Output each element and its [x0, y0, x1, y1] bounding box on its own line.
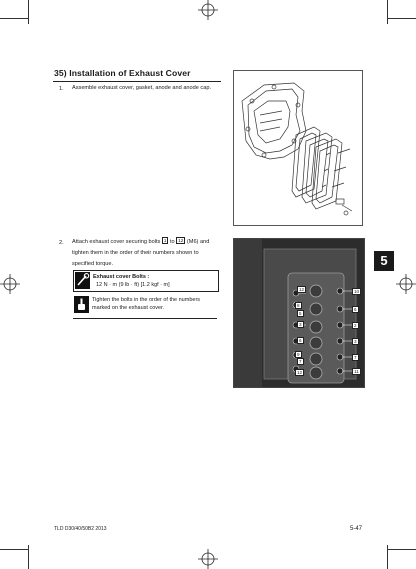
bolt-number-first: 1: [163, 238, 167, 243]
torque-value: 12 N · m (9 lb · ft) [1.2 kgf · m]: [96, 282, 170, 288]
note-underline: [73, 318, 217, 319]
crop-mark: [28, 0, 29, 24]
exhaust-cover-drawing: [234, 71, 362, 225]
registration-mark-left: [0, 274, 20, 294]
crop-mark: [387, 545, 388, 569]
crop-mark: [0, 549, 28, 550]
crop-mark: [28, 545, 29, 569]
torque-title: Exhaust cover Bolts :: [93, 274, 150, 280]
footer-doc-id: TLD D30/40/50B2 2013: [54, 526, 107, 532]
bolt-label-right: 3: [354, 339, 357, 344]
step-2-text: [72, 237, 218, 270]
wrench-icon: [75, 272, 90, 289]
registration-mark-top: [198, 0, 218, 20]
section-title: 35) Installation of Exhaust Cover: [54, 68, 191, 78]
torque-spec-box: [73, 270, 219, 292]
step-2-line-1: Attach exhaust cover securing bolts 1 to 12 (M6) and: [72, 238, 210, 245]
chapter-tab: 5: [374, 251, 394, 271]
bolt-label-left: 7: [299, 359, 302, 364]
bolt-label-right: 2: [354, 323, 357, 328]
note-line-1: Tighten the bolts in the order of the numbers: [92, 297, 201, 303]
bolt-label-left: 9: [297, 352, 300, 357]
bolt-label-left: 8: [297, 303, 300, 308]
step-2-line-3: specified torque.: [72, 261, 114, 267]
bolt-label-left: 6: [299, 338, 302, 343]
crop-mark: [388, 549, 416, 550]
step-1-text: Assemble exhaust cover, gasket, anode and anode cap.: [72, 85, 212, 91]
bolt-label-right: 10: [354, 289, 360, 294]
bolt-label-left: 5: [299, 311, 302, 316]
title-underline: [53, 81, 221, 82]
bolt-number-last: 12: [178, 238, 184, 243]
bolt-label-right: 11: [354, 369, 359, 374]
bolt-label-left: 12: [299, 287, 305, 292]
step-2-line-2: tighten them in the order of their numbers shown to: [72, 250, 199, 256]
bolt-label-right: 7: [354, 355, 357, 360]
step-1-number: 1.: [59, 86, 64, 92]
step-2-number: 2.: [59, 240, 64, 246]
crop-mark: [388, 18, 416, 19]
exhaust-cover-photo: [233, 238, 365, 388]
bolt-label-right: 6: [354, 307, 357, 312]
hand-pointer-icon: [74, 296, 89, 313]
note-line-2: marked on the exhaust cover.: [92, 305, 165, 311]
bolt-label-left: 3: [299, 322, 302, 327]
registration-mark-bottom: [198, 549, 218, 569]
footer-page-number: 5-47: [350, 526, 363, 532]
crop-mark: [387, 0, 388, 24]
bolt-label-left: 12: [297, 370, 303, 375]
crop-mark: [0, 18, 28, 19]
registration-mark-right: [396, 274, 416, 294]
exhaust-cover-exploded-figure: [233, 70, 363, 226]
tightening-note: [73, 294, 217, 316]
